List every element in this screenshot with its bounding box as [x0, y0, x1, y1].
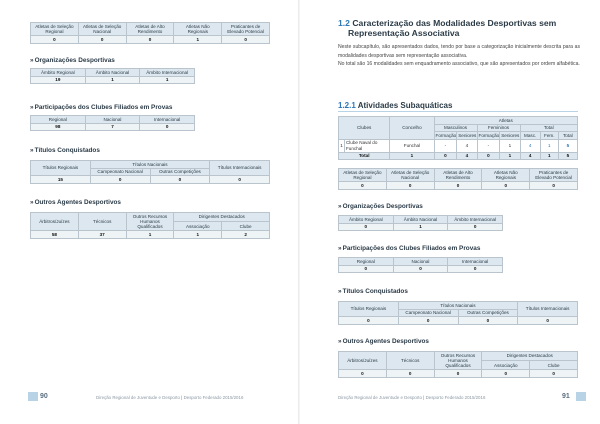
table-header: Campeonato Nacional [90, 168, 150, 176]
table-header: Formação [478, 132, 500, 138]
table-cell: 0 [393, 265, 448, 273]
table-header: Outras Competições [458, 309, 518, 317]
table-cell: 7 [85, 123, 140, 131]
table-cell: 0 [434, 182, 482, 190]
right-page [300, 0, 600, 424]
table-cell: 0 [339, 370, 387, 378]
section-heading: »Participações dos Clubes Filiados em Provas [30, 104, 173, 111]
table-header: Títulos Internacionais [210, 161, 270, 176]
table-header: Clube [222, 222, 270, 231]
section-heading: »Outros Agentes Desportivos [30, 199, 121, 206]
page-number-marker [28, 392, 38, 401]
table-cell: 0 [339, 223, 394, 231]
section-heading: »Títulos Conquistados [338, 288, 408, 295]
chevron-right-icon: » [338, 245, 342, 252]
table-header: Formação [435, 132, 457, 138]
participations-table [30, 115, 195, 131]
table-cell: 0 [386, 370, 434, 378]
titles-table [30, 160, 270, 184]
table-header: Outros Recursos Humanos Qualificados [434, 352, 482, 370]
table-cell: 0 [150, 176, 210, 184]
club-name: Clube Naval do Funchal [344, 139, 389, 152]
table-cell: 0 [434, 152, 457, 160]
table-cell: - [477, 139, 500, 152]
table-header: Âmbito Internacional [448, 216, 503, 224]
table-cell: 0 [482, 370, 530, 378]
athletes-table [338, 168, 578, 190]
table-cell: 0 [477, 152, 500, 160]
table-header: Internacional [140, 116, 195, 124]
table-header: Associação [482, 361, 530, 370]
agents-table [30, 212, 270, 239]
table-cell: 0 [448, 223, 503, 231]
table-cell: 0 [339, 317, 399, 325]
table-cell: 0 [530, 370, 578, 378]
table-header: Árbitros/Juízes [339, 352, 387, 370]
section-heading: »Participações dos Clubes Filiados em Provas [338, 245, 481, 252]
table-header: Títulos Internacionais [518, 302, 578, 317]
table-header: Masculinos [434, 124, 477, 132]
table-header: Total [520, 124, 578, 132]
table-cell: 0 [222, 36, 270, 44]
table-cell: 5 [558, 152, 577, 160]
table-header: Regional [31, 116, 86, 124]
page-number: 90 [40, 393, 48, 400]
table-header: Nacional [85, 116, 140, 124]
table-cell: 4 [457, 139, 477, 152]
table-header: Associação [174, 222, 222, 231]
table-cell: 15 [31, 176, 91, 184]
table-cell: 1 [174, 36, 222, 44]
table-cell: 19 [31, 76, 86, 84]
table-cell: 0 [78, 36, 126, 44]
row-number: 1 [339, 139, 345, 152]
table-header: Atletas Não Regionais [482, 169, 530, 182]
table-header: Concelho [390, 117, 434, 140]
table-header: Títulos Regionais [339, 302, 399, 317]
participations-table [338, 257, 503, 273]
table-cell: 0 [31, 36, 79, 44]
table-header: Fem. [540, 132, 558, 140]
table-header: Internacional [448, 258, 503, 266]
table-header: Títulos Nacionais [90, 161, 210, 169]
organizations-table [30, 68, 195, 84]
chevron-right-icon: » [338, 203, 342, 210]
athletes-table [30, 22, 270, 44]
section-title: 1.2 Caracterização das Modalidades Desportivas sem Representação Associativa [338, 18, 557, 38]
table-header: Árbitros/Juízes [31, 213, 79, 231]
table-header: Atletas [434, 117, 577, 125]
table-cell: 5 [558, 139, 577, 152]
page-footer: Direção Regional de Juventude e Desporto | Desporto Federado 2015/2016 [338, 395, 486, 400]
table-header: Técnicos [386, 352, 434, 370]
chevron-right-icon: » [30, 147, 34, 154]
table-header: Âmbito Regional [339, 216, 394, 224]
page-number: 91 [562, 393, 570, 400]
table-cell: 98 [31, 123, 86, 131]
table-cell: 58 [31, 231, 79, 239]
table-header: Praticantes de Elevado Potencial [530, 169, 578, 182]
table-header: Âmbito Nacional [393, 216, 448, 224]
table-cell: 0 [339, 265, 394, 273]
table-cell: 1 [500, 139, 520, 152]
table-header: Âmbito Internacional [140, 69, 195, 77]
table-header: Dirigentes Destacados [174, 213, 270, 222]
table-cell: 2 [222, 231, 270, 239]
table-cell: 4 [457, 152, 477, 160]
table-cell: 0 [126, 36, 174, 44]
table-cell: 1 [500, 152, 520, 160]
organizations-table [338, 215, 503, 231]
table-header: Atletas de Seleção Nacional [386, 169, 434, 182]
table-header: Atletas de Seleção Nacional [78, 23, 126, 36]
chevron-right-icon: » [30, 199, 34, 206]
table-cell: 0 [448, 265, 503, 273]
table-cell: 0 [518, 317, 578, 325]
chevron-right-icon: » [338, 338, 342, 345]
table-header: Atletas de Alto Rendimento [126, 23, 174, 36]
table-header: Praticantes de Elevado Potencial [222, 23, 270, 36]
table-header: Dirigentes Destacados [482, 352, 578, 361]
table-cell: 1 [393, 223, 448, 231]
page-footer: Direção Regional de Juventude e Desporto | Desporto Federado 2015/2016 [96, 395, 244, 400]
agents-table [338, 351, 578, 378]
table-header: Outros Recursos Humanos Qualificados [126, 213, 174, 231]
table-cell: 0 [458, 317, 518, 325]
section-heading: »Organizações Desportivas [30, 57, 115, 64]
table-cell: 1 [85, 76, 140, 84]
table-cell: 1 [540, 139, 558, 152]
table-cell: - [434, 139, 457, 152]
section-heading: »Outros Agentes Desportivos [338, 338, 429, 345]
table-header: Regional [339, 258, 394, 266]
table-cell: 0 [530, 182, 578, 190]
table-cell: 0 [482, 182, 530, 190]
chevron-right-icon: » [30, 104, 34, 111]
table-cell: 1 [390, 152, 434, 160]
clubs-table [338, 116, 578, 160]
table-cell: 1 [174, 231, 222, 239]
table-cell: 1 [140, 76, 195, 84]
table-cell: 0 [434, 370, 482, 378]
table-cell: 37 [78, 231, 126, 239]
table-header: Técnicos [78, 213, 126, 231]
table-total-row [339, 152, 578, 160]
chevron-right-icon: » [30, 57, 34, 64]
table-header: Seniores [458, 132, 477, 138]
table-cell: 0 [210, 176, 270, 184]
table-header: Atletas Não Regionais [174, 23, 222, 36]
divider [338, 111, 578, 112]
intro-paragraph: Neste subcapítulo, são apresentados dados, tendo por base a categorização inicialmente descrita para as modalidades desportivas sem representação associativa. No total são 16 modalidades sem enquadramento associativo, que são apresentados por ordem alfabética. [338, 44, 580, 67]
table-cell: 1 [540, 152, 558, 160]
table-header: Atletas de Seleção Regional [31, 23, 79, 36]
subsection-title: 1.2.1 Atividades Subaquáticas [338, 101, 453, 110]
table-cell: 4 [520, 139, 540, 152]
chevron-right-icon: » [338, 288, 342, 295]
table-header: Títulos Regionais [31, 161, 91, 176]
table-cell: 4 [520, 152, 540, 160]
section-heading: »Organizações Desportivas [338, 203, 423, 210]
total-label: Total [339, 152, 390, 160]
table-header: Masc. [520, 132, 540, 140]
page-number-marker [576, 392, 586, 401]
titles-table [338, 301, 578, 325]
table-cell: 0 [90, 176, 150, 184]
table-cell: 0 [140, 123, 195, 131]
table-header: Âmbito Regional [31, 69, 86, 77]
table-cell: 0 [386, 182, 434, 190]
table-header: Campeonato Nacional [398, 309, 458, 317]
table-header: Clubes [339, 117, 390, 140]
table-header: Nacional [393, 258, 448, 266]
table-header: Outras Competições [150, 168, 210, 176]
municipality: Funchal [390, 139, 434, 152]
section-heading: »Títulos Conquistados [30, 147, 100, 154]
table-row [339, 139, 578, 152]
table-header: Clube [530, 361, 578, 370]
table-header: Atletas de Alto Rendimento [434, 169, 482, 182]
table-header: Atletas de Seleção Regional [339, 169, 387, 182]
table-header: Total [558, 132, 577, 140]
table-header: Títulos Nacionais [398, 302, 518, 310]
table-header: Seniores [501, 132, 520, 138]
table-cell: 0 [339, 182, 387, 190]
table-cell: 0 [398, 317, 458, 325]
table-cell: 1 [126, 231, 174, 239]
table-header: Femininos [477, 124, 520, 132]
table-header: Âmbito Nacional [85, 69, 140, 77]
